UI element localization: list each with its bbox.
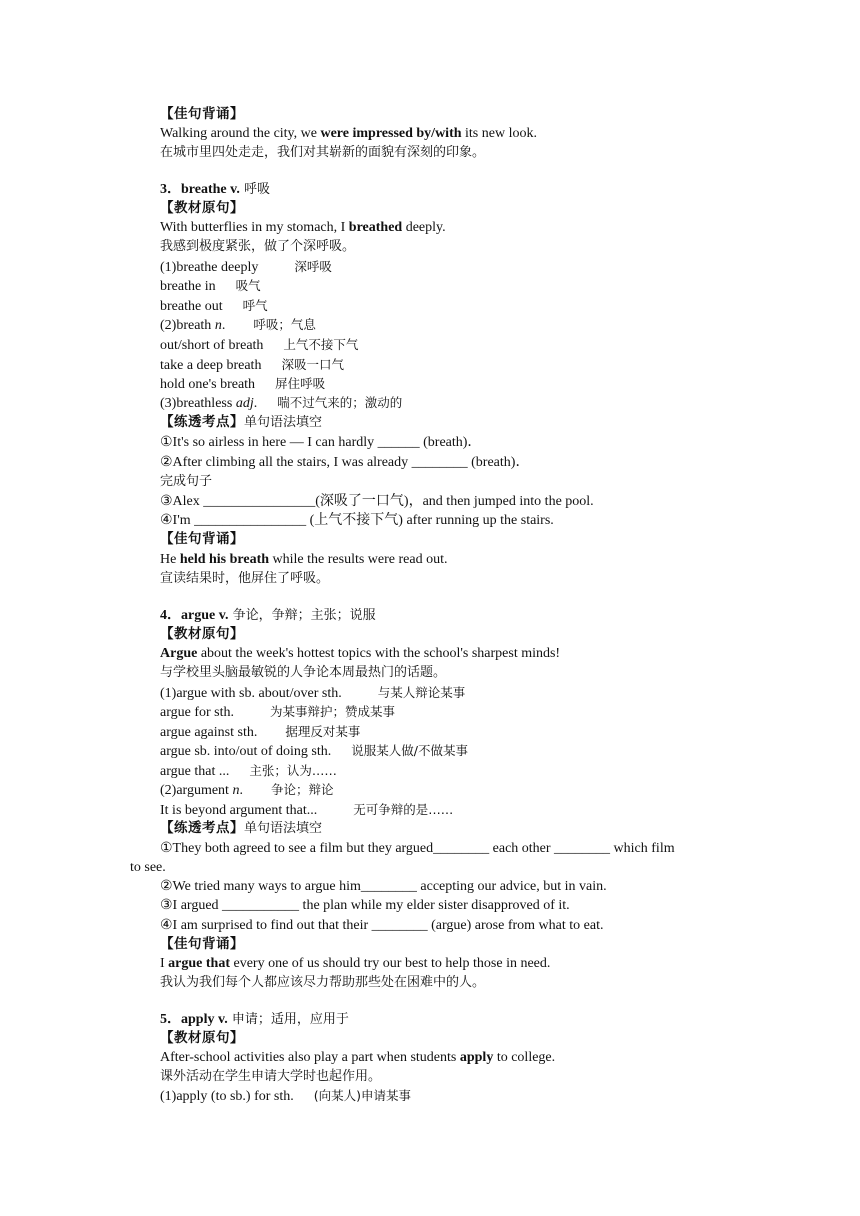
phrase-line: argue that ... 主张；认为…… (160, 763, 337, 779)
source-heading: 【教材原句】 (160, 1030, 244, 1046)
source-translation: 课外活动在学生申请大学时也起作用。 (160, 1069, 382, 1084)
example-sentence: Walking around the city, we were impressed by/with its new look. (160, 126, 537, 141)
exercise-item: ②After climbing all the stairs, I was already ________ (breath)． (160, 455, 530, 470)
phrase-line: out/short of breath 上气不接下气 (160, 337, 359, 353)
exercise-item: ③Alex ________________(深吸了一口气)，and then jumped into the pool. (160, 494, 594, 509)
phrase-line: (2)argument n. 争论；辩论 (160, 782, 334, 798)
phrase-line: argue sb. into/out of doing sth. 说服某人做/不做某事 (160, 743, 468, 759)
exercise-item: ②We tried many ways to argue him________ accepting our advice, but in vain. (160, 879, 607, 894)
source-translation: 与学校里头脑最敏锐的人争论本周最热门的话题。 (160, 665, 447, 680)
exercise-item: ③I argued ___________ the plan while my elder sister disapproved of it. (160, 898, 570, 913)
sentence-translation: 宣读结果时，他屏住了呼吸。 (160, 571, 330, 586)
source-translation: 我感到极度紧张，做了个深呼吸。 (160, 239, 356, 254)
phrase-line: It is beyond argument that... 无可争辩的是…… (160, 802, 454, 818)
exercise-item: ①They both agreed to see a film but they argued________ each other ________ which film (160, 841, 675, 856)
source-sentence: Argue about the week's hottest topics with the school's sharpest minds! (160, 646, 561, 661)
sentence-translation: 在城市里四处走走，我们对其崭新的面貌有深刻的印象。 (160, 145, 486, 160)
recite-heading: 【佳句背诵】 (160, 531, 244, 547)
phrase-line: breathe in 吸气 (160, 278, 261, 294)
exercise-item: ④I am surprised to find out that their ________ (argue) arose from what to eat. (160, 918, 604, 933)
phrase-line: (1)argue with sb. about/over sth. 与某人辩论某事 (160, 685, 466, 701)
entry-heading-argue: 4．argue v. 争论，争辩；主张；说服 (160, 608, 376, 623)
phrase-line: (1)breathe deeply 深呼吸 (160, 259, 332, 275)
recite-heading: 【佳句背诵】 (160, 106, 244, 122)
phrase-line: breathe out 呼气 (160, 298, 268, 314)
sentence-translation: 我认为我们每个人都应该尽力帮助那些处在困难中的人。 (160, 975, 486, 990)
exercise-item: ④I'm ________________ (上气不接下气) after running up the stairs. (160, 513, 554, 528)
entry-heading-apply: 5．apply v. 申请；适用，应用于 (160, 1012, 349, 1027)
exercise-item: ①It's so airless in here — I can hardly ______ (breath)． (160, 435, 482, 450)
source-heading: 【教材原句】 (160, 200, 244, 216)
phrase-line: (1)apply (to sb.) for sth. (向某人)申请某事 (160, 1088, 412, 1104)
phrase-line: argue against sth. 据理反对某事 (160, 724, 361, 740)
exercise-item-continued: to see. (130, 860, 166, 875)
phrase-line: take a deep breath 深吸一口气 (160, 357, 344, 373)
source-sentence: After-school activities also play a part when students apply to college. (160, 1050, 556, 1065)
entry-heading-breathe: 3．breathe v. 呼吸 (160, 182, 270, 197)
source-sentence: With butterflies in my stomach, I breathed deeply. (160, 220, 446, 235)
phrase-line: argue for sth. 为某事辩护；赞成某事 (160, 704, 396, 720)
example-sentence: He held his breath while the results were read out. (160, 552, 448, 567)
phrase-line: (3)breathless adj. 喘不过气来的；激动的 (160, 395, 403, 411)
phrase-line: hold one's breath 屏住呼吸 (160, 376, 326, 392)
recite-heading: 【佳句背诵】 (160, 936, 244, 952)
phrase-line: (2)breath n. 呼吸；气息 (160, 317, 316, 333)
exercise-subheading: 完成句子 (160, 474, 213, 489)
source-heading: 【教材原句】 (160, 626, 244, 642)
example-sentence: I argue that every one of us should try our best to help those in need. (160, 956, 551, 971)
exercise-heading: 【练透考点】单句语法填空 (160, 820, 323, 836)
exercise-heading: 【练透考点】单句语法填空 (160, 414, 323, 430)
